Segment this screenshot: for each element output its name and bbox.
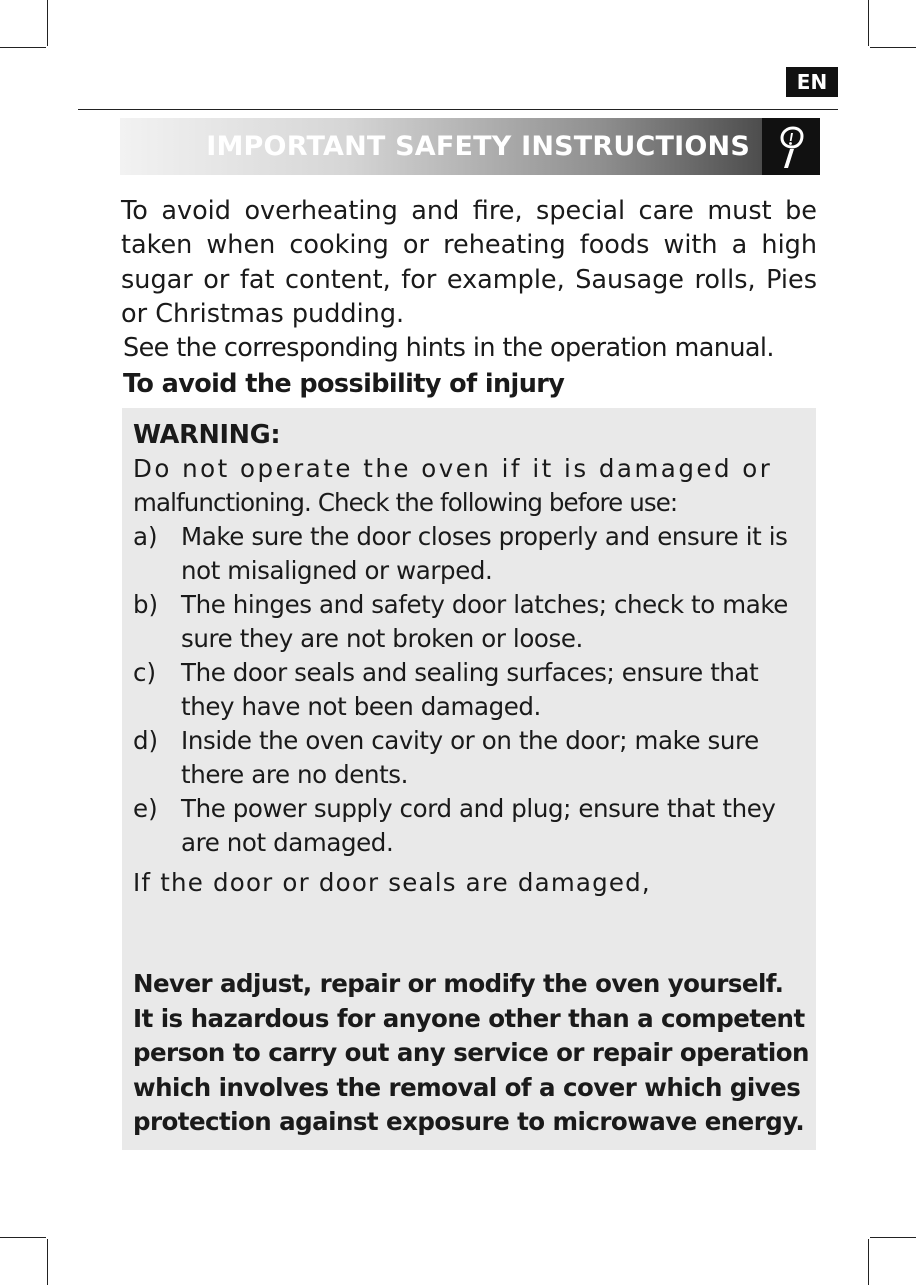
language-badge: EN bbox=[786, 67, 838, 97]
list-item bbox=[133, 656, 806, 724]
intro-paragraph: To avoid overheating and fire, special care must be taken when cooking or reheating foods with a high sugar or fat content, for example, Sausage rolls, Pies or Christmas pudding. bbox=[121, 196, 817, 329]
list-item bbox=[133, 520, 806, 588]
never-repair-line: person to carry out any service or repair operation bbox=[133, 1038, 809, 1067]
door-damaged-note: If the door or door seals are damaged, bbox=[133, 868, 651, 897]
warning-box bbox=[122, 408, 816, 1150]
crop-mark bbox=[870, 1237, 916, 1238]
list-marker: d) bbox=[133, 726, 159, 755]
check-list bbox=[133, 520, 806, 860]
list-marker: c) bbox=[133, 658, 157, 687]
intro-hint: See the corresponding hints in the operation manual. bbox=[123, 333, 774, 364]
list-item bbox=[133, 724, 806, 792]
crop-mark bbox=[0, 47, 46, 48]
header-divider bbox=[78, 109, 838, 110]
list-item-text: The power supply cord and plug; ensure that they are not damaged. bbox=[181, 794, 776, 857]
list-item-text: The hinges and safety door latches; check to make sure they are not broken or loose. bbox=[181, 590, 788, 653]
list-item-text: Inside the oven cavity or on the door; make sure there are no dents. bbox=[181, 726, 759, 789]
warning-title: WARNING: bbox=[133, 420, 281, 450]
never-repair-line: which involves the removal of a cover which gives bbox=[133, 1072, 801, 1102]
never-repair-line: It is hazardous for anyone other than a competent bbox=[133, 1003, 805, 1033]
section-title-bar bbox=[120, 118, 762, 175]
never-repair-line: protection against exposure to microwave energy. bbox=[133, 1107, 805, 1136]
section-title: IMPORTANT SAFETY INSTRUCTIONS bbox=[206, 131, 750, 162]
crop-mark bbox=[47, 0, 48, 46]
list-item-text: The door seals and sealing surfaces; ensure that they have not been damaged. bbox=[181, 658, 759, 721]
info-icon bbox=[762, 118, 820, 175]
crop-mark bbox=[868, 0, 869, 46]
list-item-text: Make sure the door closes properly and ensure it is not misaligned or warped. bbox=[181, 522, 788, 585]
list-marker: a) bbox=[133, 522, 158, 551]
crop-mark bbox=[868, 1239, 869, 1285]
never-repair-line: Never adjust, repair or modify the oven yourself. bbox=[133, 969, 784, 998]
crop-mark bbox=[47, 1239, 48, 1285]
list-marker: e) bbox=[133, 794, 158, 823]
crop-mark bbox=[0, 1237, 46, 1238]
never-repair-warning bbox=[133, 967, 809, 1140]
list-item bbox=[133, 588, 806, 656]
warning-text bbox=[133, 452, 806, 520]
list-item bbox=[133, 792, 806, 860]
list-marker: b) bbox=[133, 590, 159, 619]
injury-heading: To avoid the possibility of injury bbox=[123, 369, 565, 399]
intro-section bbox=[121, 194, 817, 365]
crop-mark bbox=[870, 47, 916, 48]
warning-text-line: malfunctioning. Check the following before use: bbox=[133, 488, 678, 517]
warning-text-line: Do not operate the oven if it is damaged or bbox=[133, 454, 773, 483]
